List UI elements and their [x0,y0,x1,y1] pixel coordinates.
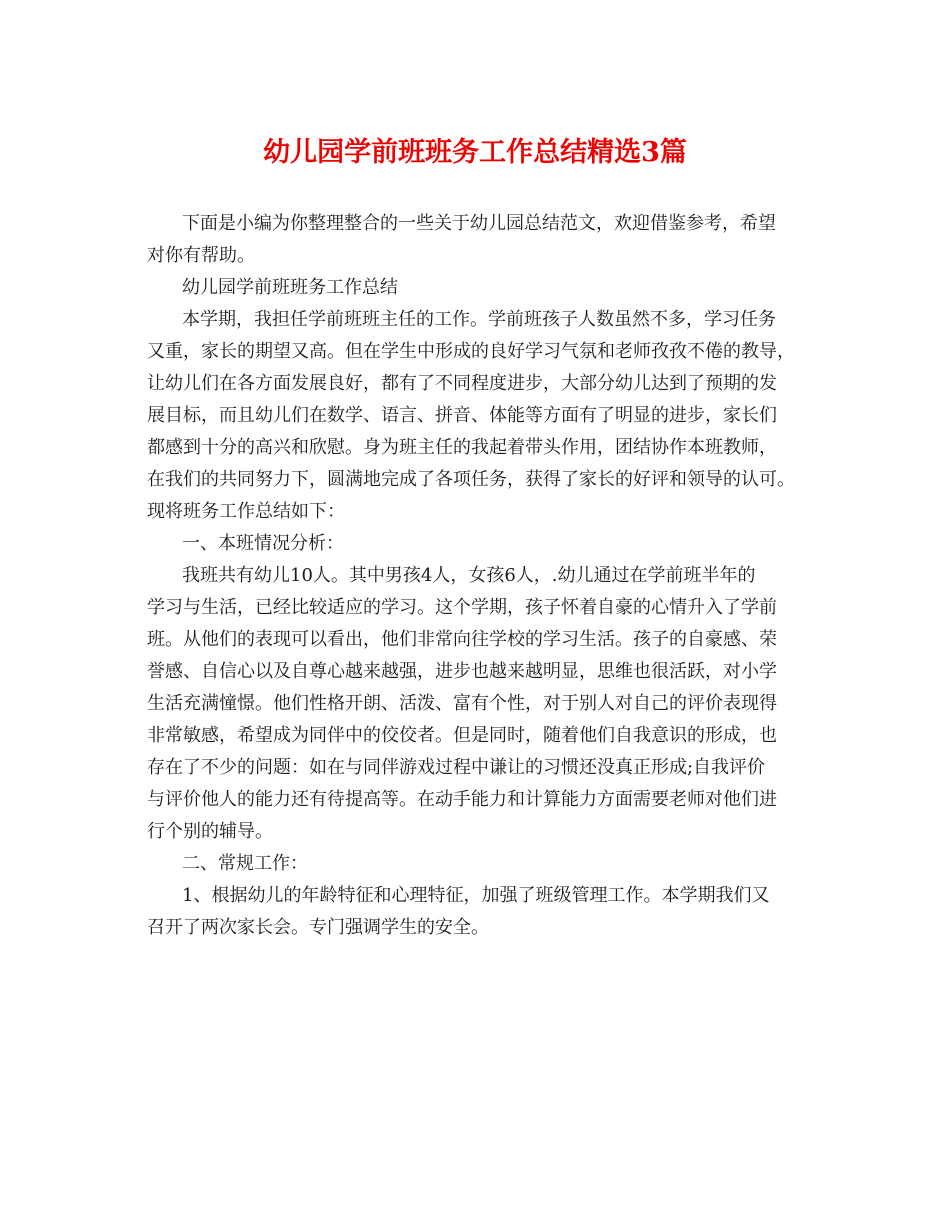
text-line: 生活充满憧憬。他们性格开朗、活泼、富有个性，对于别人对自己的评价表现得 [147,693,777,714]
text-line: 行个别的辅导。 [147,821,273,842]
text-line: 对你有帮助。 [147,245,255,266]
text-line: 1、根据幼儿的年龄特征和心理特征，加强了班级管理工作。本学期我们又 [182,885,770,906]
text-line: 班。从他们的表现可以看出，他们非常向往学校的学习生活。孩子的自豪感、荣 [147,629,777,650]
text-line: 都感到十分的高兴和欣慰。身为班主任的我起着带头作用，团结协作本班教师， [147,437,777,458]
document-body [147,208,812,944]
text-line: 展目标，而且幼儿们在数学、语言、拼音、体能等方面有了明显的进步，家长们 [147,405,777,426]
text-line: 一、本班情况分析： [182,533,344,554]
text-line: 我班共有幼儿10人。其中男孩4人，女孩6人，.幼儿通过在学前班半年的 [182,565,756,586]
document-title: 幼儿园学前班班务工作总结精选3篇 [263,137,687,168]
text-line: 又重，家长的期望又高。但在学生中形成的良好学习气氛和老师孜孜不倦的教导， [147,341,795,362]
text-line: 学习与生活，已经比较适应的学习。这个学期，孩子怀着自豪的心情升入了学前 [147,597,777,618]
text-line: 现将班务工作总结如下： [147,501,345,522]
text-line: 存在了不少的问题：如在与同伴游戏过程中谦让的习惯还没真正形成;自我评价 [147,757,766,778]
text-line: 让幼儿们在各方面发展良好，都有了不同程度进步，大部分幼儿达到了预期的发 [147,373,777,394]
text-line: 与评价他人的能力还有待提高等。在动手能力和计算能力方面需要老师对他们进 [147,789,777,810]
text-line: 本学期，我担任学前班班主任的工作。学前班孩子人数虽然不多，学习任务 [182,309,776,330]
text-line: 在我们的共同努力下，圆满地完成了各项任务，获得了家长的好评和领导的认可。 [147,469,795,490]
text-line: 誉感、自信心以及自尊心越来越强，进步也越来越明显，思维也很活跃，对小学 [147,661,777,682]
text-line: 幼儿园学前班班务工作总结 [182,277,398,298]
text-line: 非常敏感，希望成为同伴中的佼佼者。但是同时，随着他们自我意识的形成，也 [147,725,777,746]
text-line: 二、常规工作： [182,853,308,874]
text-line: 召开了两次家长会。专门强调学生的安全。 [147,917,489,938]
text-line: 下面是小编为你整理整合的一些关于幼儿园总结范文，欢迎借鉴参考，希望 [182,213,776,234]
